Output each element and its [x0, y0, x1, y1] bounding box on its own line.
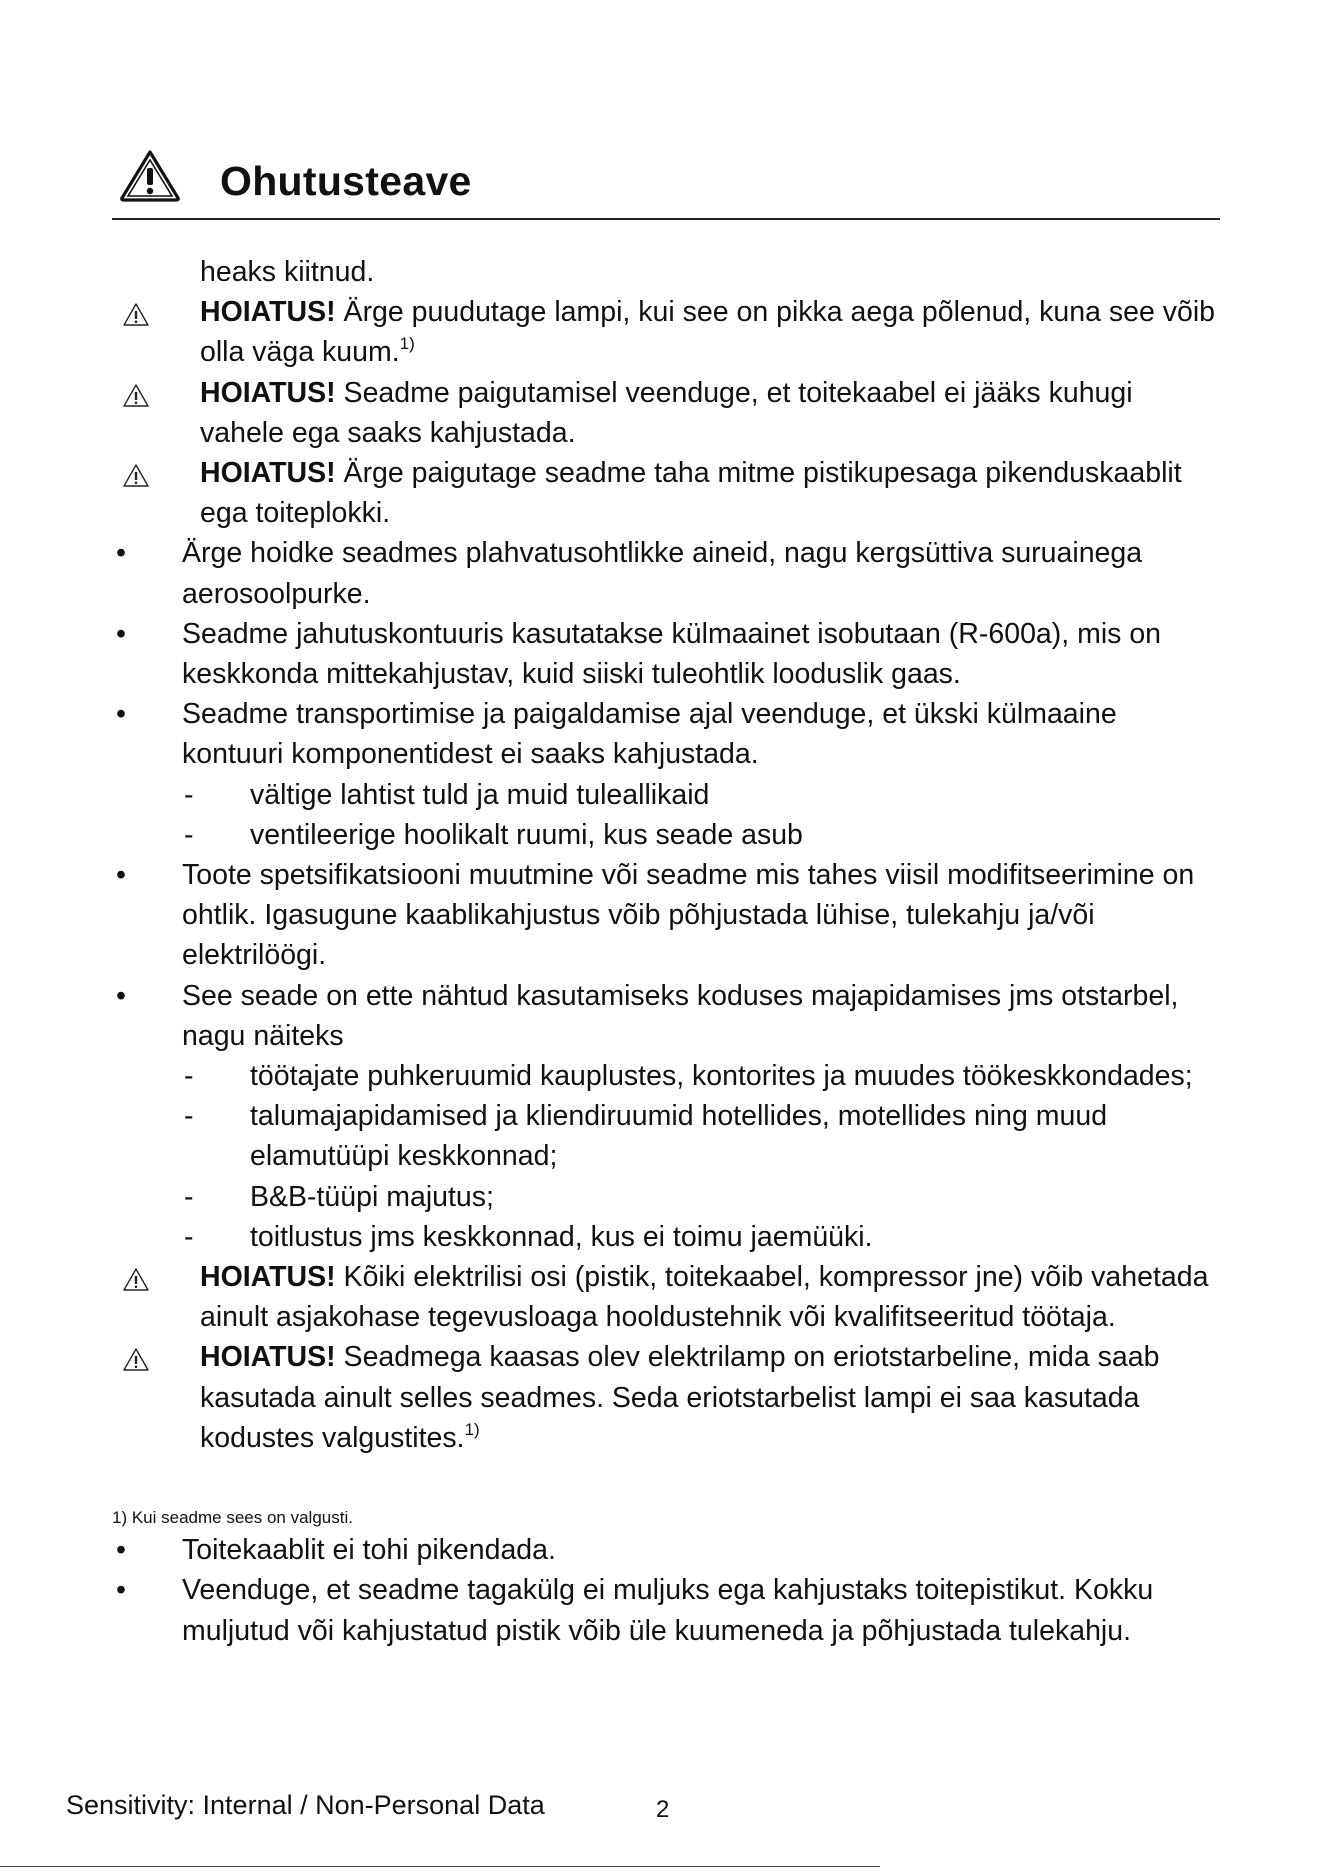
dash-marker: - [184, 1100, 194, 1133]
bullet-marker: • [116, 698, 126, 731]
item-text: Seadme jahutuskontuuris kasutatakse külmaainet isobutaan (R-600a), mis on keskkonda mittekahjustav, kuid siiski tuleohtlik looduslik gaas. [182, 617, 1162, 691]
bullet-marker: • [116, 1534, 126, 1567]
dash-item [112, 1217, 1222, 1257]
bullet-item [112, 694, 1222, 774]
warning-label: HOIATUS! [200, 296, 336, 329]
item-text: toitlustus jms keskkonnad, kus ei toimu jaemüüki. [250, 1220, 873, 1253]
item-text: talumajapidamised ja kliendiruumid hotellides, motellides ning muud elamutüüpi keskkonnad; [250, 1100, 1108, 1173]
item-text: töötajate puhkeruumid kauplustes, kontorites ja muudes töökeskkondades; [250, 1060, 1193, 1093]
dash-item [112, 1056, 1222, 1096]
bullet-item [112, 614, 1222, 694]
dash-marker: - [184, 778, 194, 811]
safety-content [112, 252, 1222, 1651]
item-text: Veenduge, et seadme tagakülg ei muljuks ega kahjustaks toitepistikut. Kokku muljutud või kahjustatud pistik võib üle kuumeneda ja põhjustada tulekahju. [182, 1574, 1154, 1647]
dash-marker: - [184, 818, 194, 851]
item-text: Ärge hoidke seadmes plahvatusohtlikke aineid, nagu kergsüttiva suruainega aerosoolpurke. [182, 537, 1143, 610]
warning-icon [122, 383, 150, 409]
page-title: Ohutusteave [220, 158, 472, 204]
warning-item [112, 373, 1222, 453]
bullet-item [112, 1570, 1222, 1650]
warning-label: HOIATUS! [200, 1341, 336, 1374]
warning-label: HOIATUS! [200, 457, 336, 490]
item-text: Seadmega kaasas olev elektrilamp on eriotstarbeline, mida saab kasutada ainult selles seadmes. Seda eriotstarbelist lampi ei saa kasutada kodustes valgustites. [200, 1341, 1160, 1454]
item-text: Kõiki elektrilisi osi (pistik, toitekaabel, kompressor jne) võib vahetada ainult asjakohase tegevusloaga hooldustehnik või kvalifitseeritud töötaja. [200, 1261, 1209, 1334]
item-text: Seadme paigutamisel veenduge, et toitekaabel ei jääks kuhugi vahele ega saaks kahjustada. [200, 376, 1133, 449]
bullet-marker: • [116, 617, 126, 650]
warning-icon [122, 1347, 150, 1373]
item-text: Ärge paigutage seadme taha mitme pistikupesaga pikenduskaablit ega toiteplokki. [200, 457, 1182, 530]
warning-icon [122, 302, 150, 328]
bullet-item [112, 976, 1222, 1056]
dash-marker: - [184, 1180, 194, 1213]
warning-icon [122, 463, 150, 489]
item-text: B&B-tüüpi majutus; [250, 1180, 494, 1213]
item-text: heaks kiitnud. [200, 256, 375, 288]
bullet-item [112, 1530, 1222, 1570]
item-text: Ärge puudutage lampi, kui see on pikka aega põlenud, kuna see võib olla väga kuum. [200, 296, 1216, 369]
dash-marker: - [184, 1060, 194, 1093]
warning-label: HOIATUS! [200, 1261, 336, 1294]
item-text: Toitekaablit ei tohi pikendada. [182, 1534, 556, 1567]
footnote-ref: 1) [399, 334, 415, 354]
bullet-marker: • [116, 537, 126, 570]
warning-item [112, 453, 1222, 533]
dash-item [112, 815, 1222, 855]
item-text: vältige lahtist tuld ja muid tuleallikaid [250, 778, 710, 811]
item-text: Seadme transportimise ja paigaldamise ajal veenduge, et ükski külmaaine kontuuri komponentidest ei saaks kahjustada. [182, 698, 1117, 771]
bullet-marker: • [116, 859, 126, 892]
warning-icon [122, 1267, 150, 1293]
bottom-divider [0, 1866, 880, 1867]
bullet-item [112, 533, 1222, 613]
warning-item [112, 1257, 1222, 1337]
footnote-ref: 1) [464, 1419, 480, 1439]
dash-item [112, 775, 1222, 815]
item-text: Toote spetsifikatsiooni muutmine või seadme mis tahes viisil modifitseerimine on ohtlik. Igasugune kaablikahjustus võib põhjustada lühise, tulekahju ja/või elektrilöögi. [182, 859, 1195, 972]
warning-item [112, 292, 1222, 372]
dash-item [112, 1096, 1222, 1176]
item-text: ventileerige hoolikalt ruumi, kus seade asub [250, 818, 803, 851]
continuation-text [112, 252, 1222, 292]
bullet-item [112, 855, 1222, 976]
bullet-marker: • [116, 1574, 126, 1607]
page-number: 2 [656, 1796, 670, 1823]
warning-triangle-icon [118, 148, 182, 204]
warning-item [112, 1337, 1222, 1458]
footnote: 1) Kui seadme sees on valgusti. [112, 1508, 353, 1528]
dash-marker: - [184, 1220, 194, 1253]
sensitivity-label: Sensitivity: Internal / Non-Personal Data [66, 1790, 545, 1820]
warning-label: HOIATUS! [200, 376, 336, 409]
bullet-marker: • [116, 979, 126, 1012]
section-header [112, 148, 1220, 220]
item-text: See seade on ette nähtud kasutamiseks koduses majapidamises jms otstarbel, nagu näiteks [182, 979, 1179, 1052]
dash-item [112, 1177, 1222, 1217]
